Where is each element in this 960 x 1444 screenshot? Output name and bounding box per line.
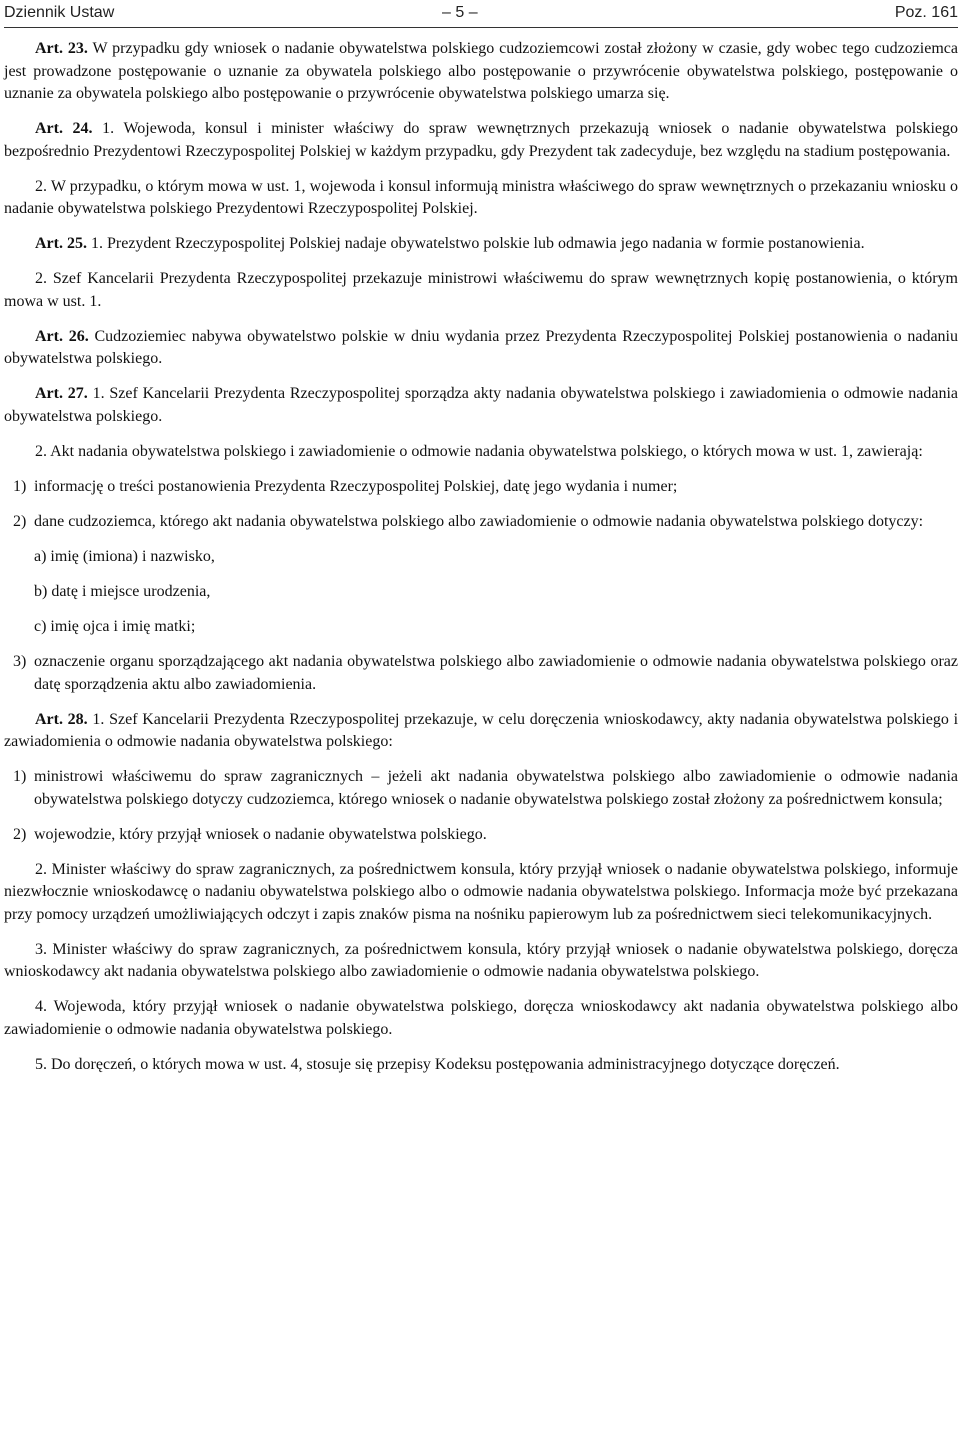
document-body [4,28,958,1077]
article-24-para-1 [4,118,958,163]
list-item-number: 1) [13,768,27,786]
para-text: Szef Kancelarii Prezydenta Rzeczypospolitej przekazuje, w celu doręczenia wnioskodawcy, akty nadania obywatelstwa polskiego i zawiadomienia o odmowie nadania obywatelstwa polskiego: [4,710,959,751]
article-28-para-4: 4. Wojewoda, który przyjął wniosek o nadanie obywatelstwa polskiego, doręcza wnioskodawcy akt nadania obywatelstwa polskiego albo zawiadomienie o odmowie nadania obywatelstwa polskiego. [4,998,958,1039]
para-number: 1. [92,385,105,403]
sub-list-item: a) imię (imiona) i nazwisko, [34,548,215,565]
article-28-para-5: 5. Do doręczeń, o których mowa w ust. 4, stosuje się przepisy Kodeksu postępowania administracyjnego dotyczące doręczeń. [35,1056,840,1073]
article-26 [4,326,958,371]
list-item-text: wojewodzie, który przyjął wniosek o nadanie obywatelstwa polskiego. [34,825,487,843]
para-text: Szef Kancelarii Prezydenta Rzeczypospolitej sporządza akty nadania obywatelstwa polskiego i zawiadomienia o odmowie nadania obywatelstwa polskiego. [4,385,959,426]
para-text: Prezydent Rzeczypospolitej Polskiej nadaje obywatelstwo polskie lub odmawia jego nadania w formie postanowienia. [106,235,865,253]
list-item-text: oznaczenie organu sporządzającego akt nadania obywatelstwa polskiego albo zawiadomienie o odmowie nadania obywatelstwa polskiego oraz datę sporządzenia aktu albo zawiadomienia. [34,652,958,693]
page-number: – 5 – [442,4,478,21]
article-label: Art. 28. [35,710,88,728]
para-number: 1. [92,710,105,728]
list-item-text: dane cudzoziemca, którego akt nadania obywatelstwa polskiego albo zawiadomienie o odmowie nadania obywatelstwa polskiego dotyczy: [34,513,924,531]
article-23 [4,38,958,106]
article-label: Art. 24. [35,120,93,138]
journal-title: Dziennik Ustaw [4,4,115,21]
para-number: 1. [102,120,115,138]
document-page [4,0,958,1089]
list-item [4,824,958,847]
list-item-number: 2) [13,513,27,531]
article-27-para-1 [4,383,958,428]
list-item-number: 1) [13,478,27,496]
list-item [4,511,958,534]
sub-list-item: b) datę i miejsce urodzenia, [34,582,211,600]
list-item-text: informację o treści postanowienia Prezydenta Rzeczypospolitej Polskiej, datę jego wydania i numer; [34,478,678,496]
article-text: W przypadku gdy wniosek o nadanie obywatelstwa polskiego cudzoziemcowi został złożony w czasie, gdy wobec tego cudzoziemca jest prowadzone postępowanie o uznanie za obywatela polskiego albo postępowanie o przywrócenie obywatelstwa polskiego, postępowanie o uznanie za obywatela polskiego albo postępowanie o przywrócenie obywatelstwa polskiego umarza się. [4,40,959,103]
page-header [4,0,958,26]
para-text: Wojewoda, konsul i minister właściwy do spraw wewnętrznych przekazują wniosek o nadanie obywatelstwa polskiego bezpośrednio Prezydentowi Rzeczypospolitej Polskiej w każdym przypadku, gdy Prezydent tak zadecyduje, bez względu na stadium postępowania. [4,120,959,160]
list-item [4,476,958,499]
article-25-para-1 [4,233,958,256]
para-number: 1. [90,235,103,253]
list-item-text: ministrowi właściwemu do spraw zagranicznych – jeżeli akt nadania obywatelstwa polskiego albo zawiadomienie o odmowie nadania obywatelstwa polskiego dotyczy cudzoziemca, którego wniosek o nadanie obywatelstwa polskiego został złożony za pośrednictwem konsula; [34,768,958,808]
list-item-number: 2) [13,825,27,843]
article-label: Art. 27. [35,385,88,403]
list-item [4,651,958,696]
sub-list-item: c) imię ojca i imię matki; [34,617,196,635]
article-27-para-2: 2. Akt nadania obywatelstwa polskiego i zawiadomienie o odmowie nadania obywatelstwa polskiego, o których mowa w ust. 1, zawierają: [35,443,923,461]
article-text: Cudzoziemiec nabywa obywatelstwo polskie w dniu wydania przez Prezydenta Rzeczypospolitej Polskiej postanowienia o nadaniu obywatelstwa polskiego. [4,327,959,368]
position-number: Poz. 161 [894,4,958,21]
article-label: Art. 25. [35,235,87,253]
article-24-para-2: 2. W przypadku, o którym mowa w ust. 1, wojewoda i konsul informują ministra właściwego do spraw wewnętrznych o przekazaniu wniosku o nadanie obywatelstwa polskiego Prezydentowi Rzeczypospolitej Polskiej. [4,177,958,218]
list-item-number: 3) [13,652,27,670]
article-label: Art. 23. [35,40,88,57]
article-label: Art. 26. [35,327,89,345]
list-item [4,766,958,811]
article-28-para-2: 2. Minister właściwy do spraw zagranicznych, za pośrednictwem konsula, który przyjął wniosek o nadanie obywatelstwa polskiego, informuje niezwłocznie wnioskodawcę o nadaniu obywatelstwa polskiego albo o odmowie nadania obywatelstwa polskiego. Informacja może być przekazana przy pomocy urządzeń umożliwiających odczyt i zapis znaków pisma na nośniku papierowym lub za pośrednictwem sieci telekomunikacyjnych. [4,860,958,923]
article-28-para-1 [4,709,958,754]
article-28-para-3: 3. Minister właściwy do spraw zagranicznych, za pośrednictwem konsula, który przyjął wniosek o nadanie obywatelstwa polskiego, doręcza wnioskodawcy akt nadania obywatelstwa polskiego albo zawiadomienie o odmowie nadania obywatelstwa polskiego. [4,940,958,981]
article-25-para-2: 2. Szef Kancelarii Prezydenta Rzeczypospolitej przekazuje ministrowi właściwemu do spraw wewnętrznych kopię postanowienia, o którym mowa w ust. 1. [4,270,958,310]
